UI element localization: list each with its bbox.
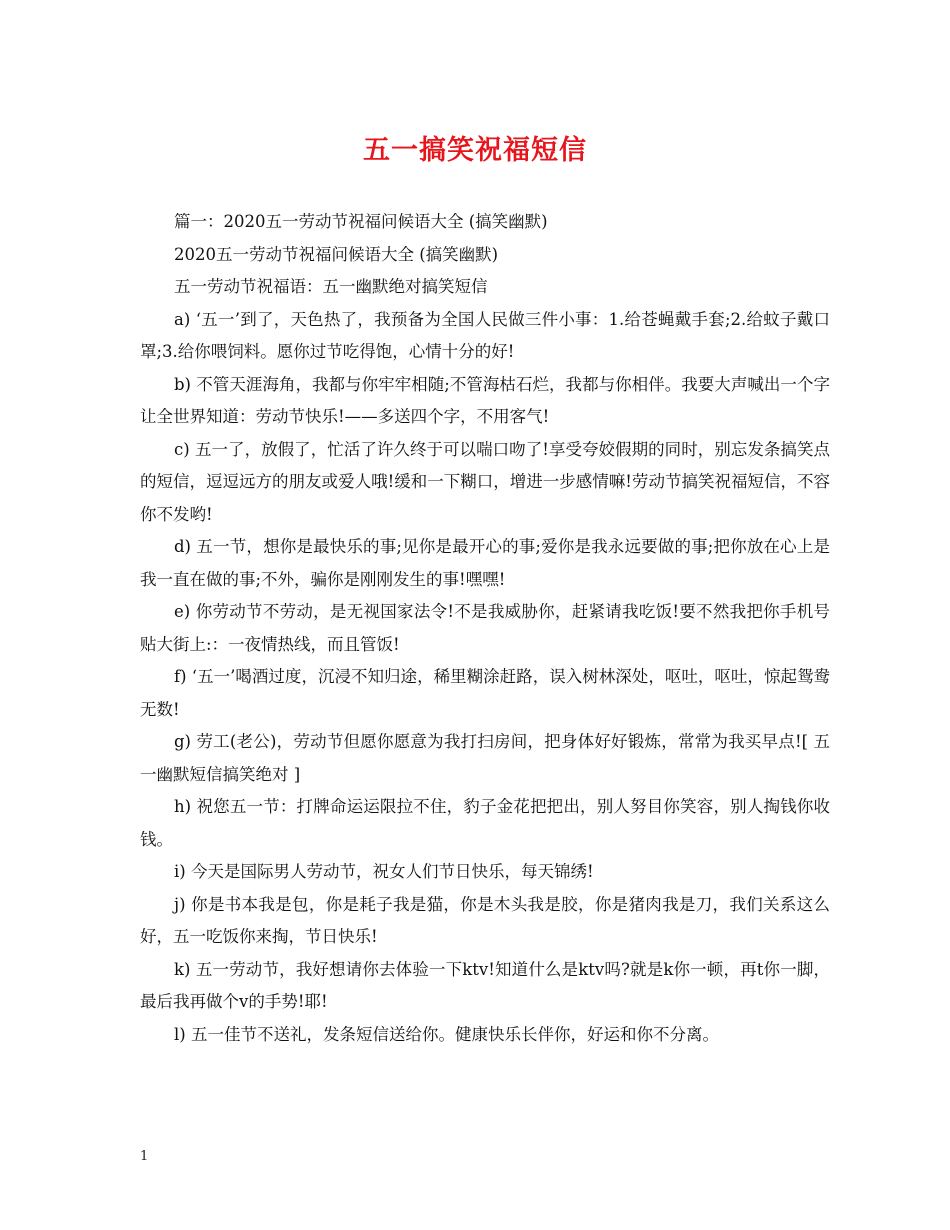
document-title: 五一搞笑祝福短信 <box>363 135 587 166</box>
paragraph-item-h: h) 祝您五一节：打牌命运运限拉不住，豹子金花把把出，别人努目你笑容，别人掏钱你收钱。 <box>140 797 830 849</box>
paragraph-item-b: b) 不管天涯海角，我都与你牢牢相随;不管海枯石烂，我都与你相伴。我要大声喊出一个字让全世界知道：劳动节快乐!——多送四个字，不用客气! <box>140 374 830 426</box>
paragraph-item-e: e) 你劳动节不劳动，是无视国家法令!不是我威胁你，赶紧请我吃饭!要不然我把你手机号贴大街上:：一夜情热线，而且管饭! <box>140 602 830 654</box>
paragraph-item-g: g) 劳工(老公)，劳动节但愿你愿意为我打扫房间，把身体好好锻炼，常常为我买早点![ 五一幽默短信搞笑绝对 ] <box>140 732 830 784</box>
paragraph-item-a: a) ‘五一’到了，天色热了，我预备为全国人民做三件小事：1.给苍蝇戴手套;2.给蚊子戴口罩;3.给你喂饲料。愿你过节吃得饱，心情十分的好! <box>140 309 830 361</box>
paragraph-item-k: k) 五一劳动节，我好想请你去体验一下ktv!知道什么是ktv吗?就是k你一顿，再t你一脚，最后我再做个v的手势!耶! <box>140 959 830 1011</box>
document-body <box>140 206 830 1051</box>
paragraph-item-c: c) 五一了，放假了，忙活了许久终于可以喘口吻了!享受夸姣假期的同时，别忘发条搞笑点的短信，逗逗远方的朋友或爱人哦!缓和一下糊口，增进一步感情嘛!劳动节搞笑祝福短信，不容你不发哟! <box>140 439 830 524</box>
paragraph-item-d: d) 五一节，想你是最快乐的事;见你是最开心的事;爱你是我永远要做的事;把你放在心上是我一直在做的事;不外，骗你是刚刚发生的事!嘿嘿! <box>140 537 830 589</box>
paragraph-item-i: i) 今天是国际男人劳动节，祝女人们节日快乐，每天锦绣! <box>174 862 594 881</box>
paragraph-item-j: j) 你是书本我是包，你是耗子我是猫，你是木头我是胶，你是猪肉我是刀，我们关系这么好，五一吃饭你来掏，节日快乐! <box>140 894 830 946</box>
page-number: 1 <box>140 1149 149 1164</box>
paragraph-section-title: 五一劳动节祝福语：五一幽默绝对搞笑短信 <box>174 277 488 296</box>
paragraph-item-l: l) 五一佳节不送礼，发条短信送给你。健康快乐长伴你，好运和你不分离。 <box>174 1024 719 1044</box>
paragraph-heading-part1: 篇一：2020五一劳动节祝福问候语大全 (搞笑幽默) <box>174 212 548 231</box>
paragraph-item-f: f) ‘五一’喝酒过度，沉浸不知归途，稀里糊涂赶路，误入树林深处，呕吐，呕吐，惊起鸳鸯无数! <box>140 667 830 719</box>
paragraph-subtitle: 2020五一劳动节祝福问候语大全 (搞笑幽默) <box>174 244 499 264</box>
